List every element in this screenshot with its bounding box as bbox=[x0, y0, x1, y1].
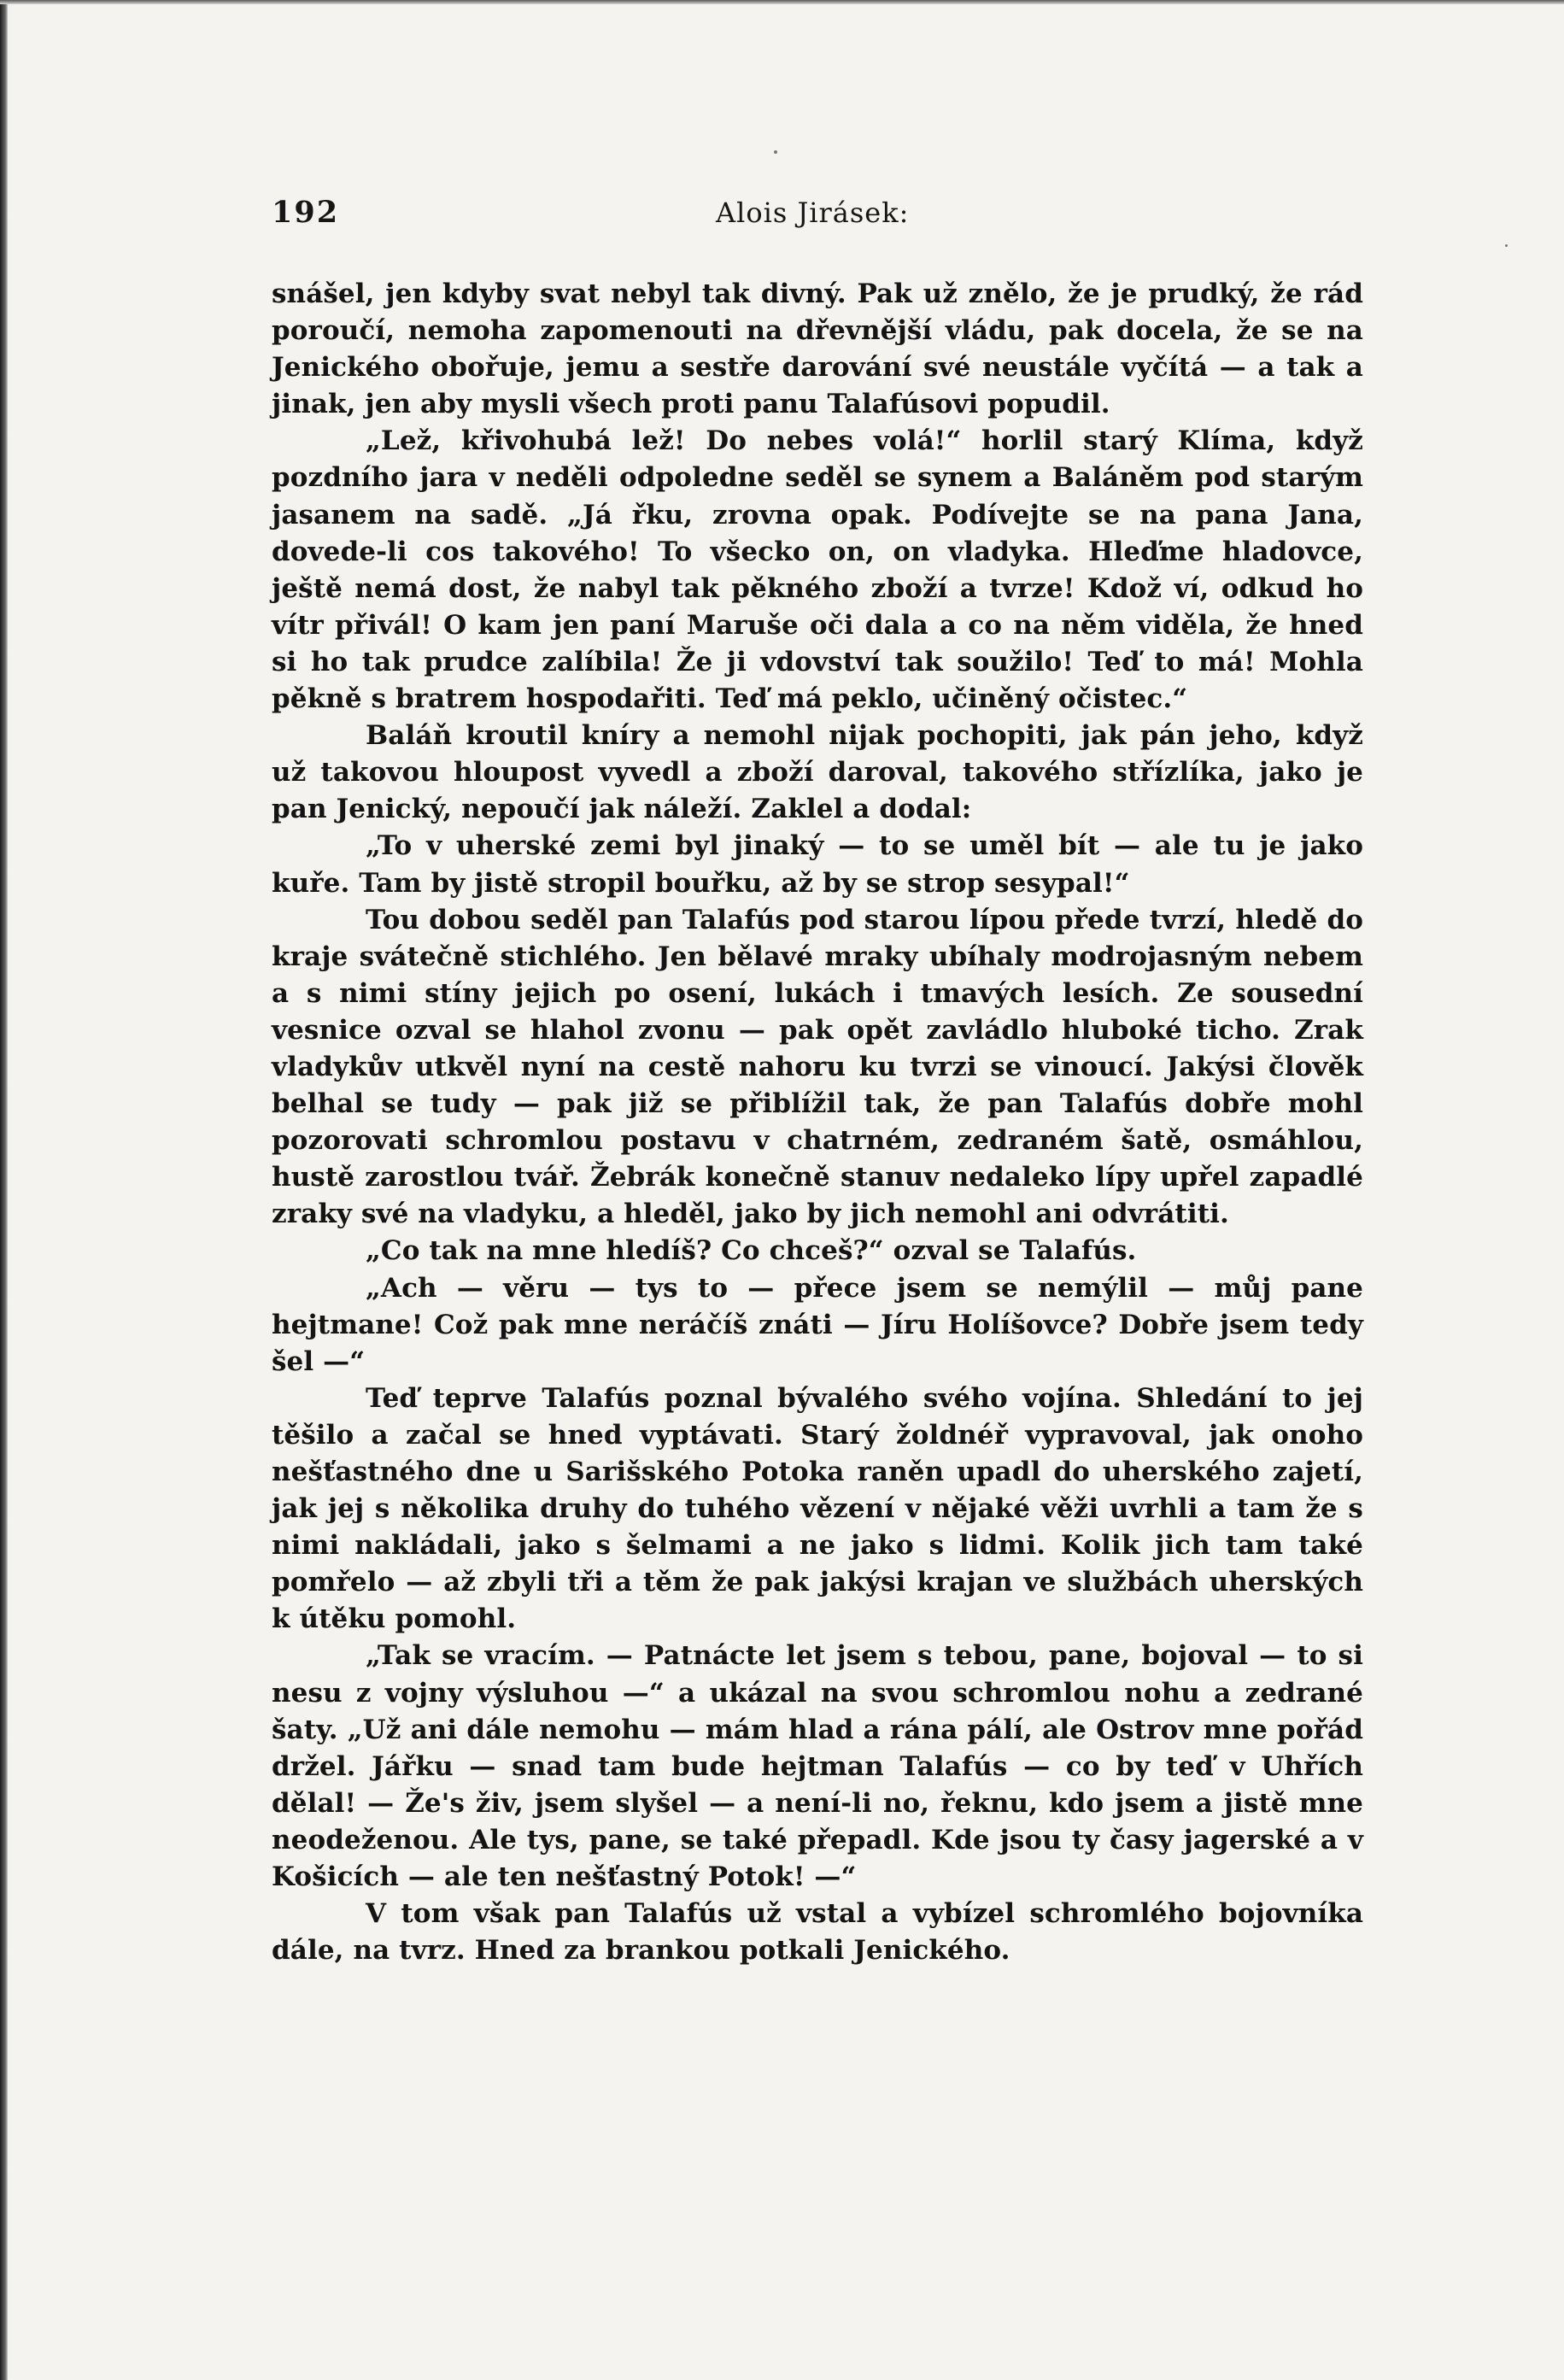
page-number: 192 bbox=[272, 195, 340, 230]
paragraph: V tom však pan Talafús už vstal a vybízel schromlého bojovníka dále, na tvrz. Hned za brankou potkali Jenického. bbox=[272, 1898, 1363, 1967]
paragraph: „Tak se vracím. — Patnácte let jsem s tebou, pane, bojoval — to si nesu z vojny výsluhou —“ a ukázal na svou schromlou nohu a zedrané šaty. „Už ani dále nemohu — mám hlad a rána pálí, ale Ostrov mne pořád držel. Jářku — snad tam bude hejtman Talafús — co by teď v Uhřích dělal! — Že's živ, jsem slyšel — a není-li no, řeknu, kdo jsem a jistě mne neodeženou. Ale tys, pane, se také přepadl. Kde jsou ty časy jagerské a v Košicích — ale ten nešťastný Potok! —“ bbox=[272, 1640, 1363, 1893]
scan-speck bbox=[774, 150, 777, 154]
paragraph: Teď teprve Talafús poznal bývalého svého vojína. Shledání to jej těšilo a začal se hned vyptávati. Starý žoldnéř vypravoval, jak onoho nešťastného dne u Sarišského Potoka raněn upadl do uherského zajetí, jak jej s několika druhy do tuhého vězení v nějaké věži uvrhli a tam že s nimi nakládali, jako s šelmami a ne jako s lidmi. Kolik jich tam také pomřelo — až zbyli tři a těm že pak jakýsi krajan ve službách uherských k útěku pomohl. bbox=[272, 1382, 1363, 1635]
scan-left-edge bbox=[0, 0, 8, 2380]
scan-top-edge bbox=[0, 0, 1564, 4]
paragraph: „Ach — věru — tys to — přece jsem se nemýlil — můj pane hejtmane! Což pak mne neráčíš znáti — Jíru Holíšovce? Dobře jsem tedy šel —“ bbox=[272, 1272, 1363, 1377]
paragraph: „Co tak na mne hledíš? Co chceš?“ ozval se Talafús. bbox=[366, 1235, 1137, 1267]
body-text bbox=[272, 276, 1363, 1969]
paragraph: Baláň kroutil kníry a nemohl nijak pochopiti, jak pán jeho, když už takovou hloupost vyvedl a zboží daroval, takového střízlíka, jako je pan Jenický, nepoučí jak náleží. Zaklel a dodal: bbox=[272, 720, 1363, 825]
paragraph: Tou dobou seděl pan Talafús pod starou lípou přede tvrzí, hledě do kraje svátečně stichlého. Jen bělavé mraky ubíhaly modrojasným nebem a s nimi stíny jejich po osení, lukách i tmavých lesích. Ze sousední vesnice ozval se hlahol zvonu — pak opět zavládlo hluboké ticho. Zrak vladykův utkvěl nyní na cestě nahoru ku tvrzi se vinoucí. Jakýsi člověk belhal se tudy — pak již se přiblížil tak, že pan Talafús dobře mohl pozorovati schromlou postavu v chatrném, zedraném šatě, osmáhlou, hustě zarostlou tvář. Žebrák konečně stanuv nedaleko lípy upřel zapadlé zraky své na vladyku, a hleděl, jako by jich nemohl ani odvrátiti. bbox=[272, 904, 1363, 1230]
running-title: Alois Jirásek: bbox=[716, 196, 910, 229]
page-header bbox=[272, 195, 1363, 246]
scan-speck bbox=[1505, 244, 1508, 247]
paragraph: snášel, jen kdyby svat nebyl tak divný. Pak už znělo, že je prudký, že rád poroučí, nemoha zapomenouti na dřevnější vládu, pak docela, že se na Jenického obořuje, jemu a sestře darování své neustále vyčítá — a tak a jinak, jen aby mysli všech proti panu Talafúsovi popudil. bbox=[272, 278, 1363, 420]
paragraph: „Lež, křivohubá lež! Do nebes volá!“ horlil starý Klíma, když pozdního jara v neděli odpoledne seděl se synem a Baláněm pod starým jasanem na sadě. „Já řku, zrovna opak. Podívejte se na pana Jana, dovede-li cos takového! To všecko on, on vladyka. Hleďme hladovce, ještě nemá dost, že nabyl tak pěkného zboží a tvrze! Kdož ví, odkud ho vítr přivál! O kam jen paní Maruše oči dala a co na něm viděla, že hned si ho tak prudce zalíbila! Že ji vdovství tak soužilo! Teď to má! Mohla pěkně s bratrem hospodařiti. Teď má peklo, učiněný očistec.“ bbox=[272, 425, 1363, 715]
paragraph: „To v uherské zemi byl jinaký — to se uměl bít — ale tu je jako kuře. Tam by jistě stropil bouřku, až by se strop sesypal!“ bbox=[272, 830, 1363, 899]
